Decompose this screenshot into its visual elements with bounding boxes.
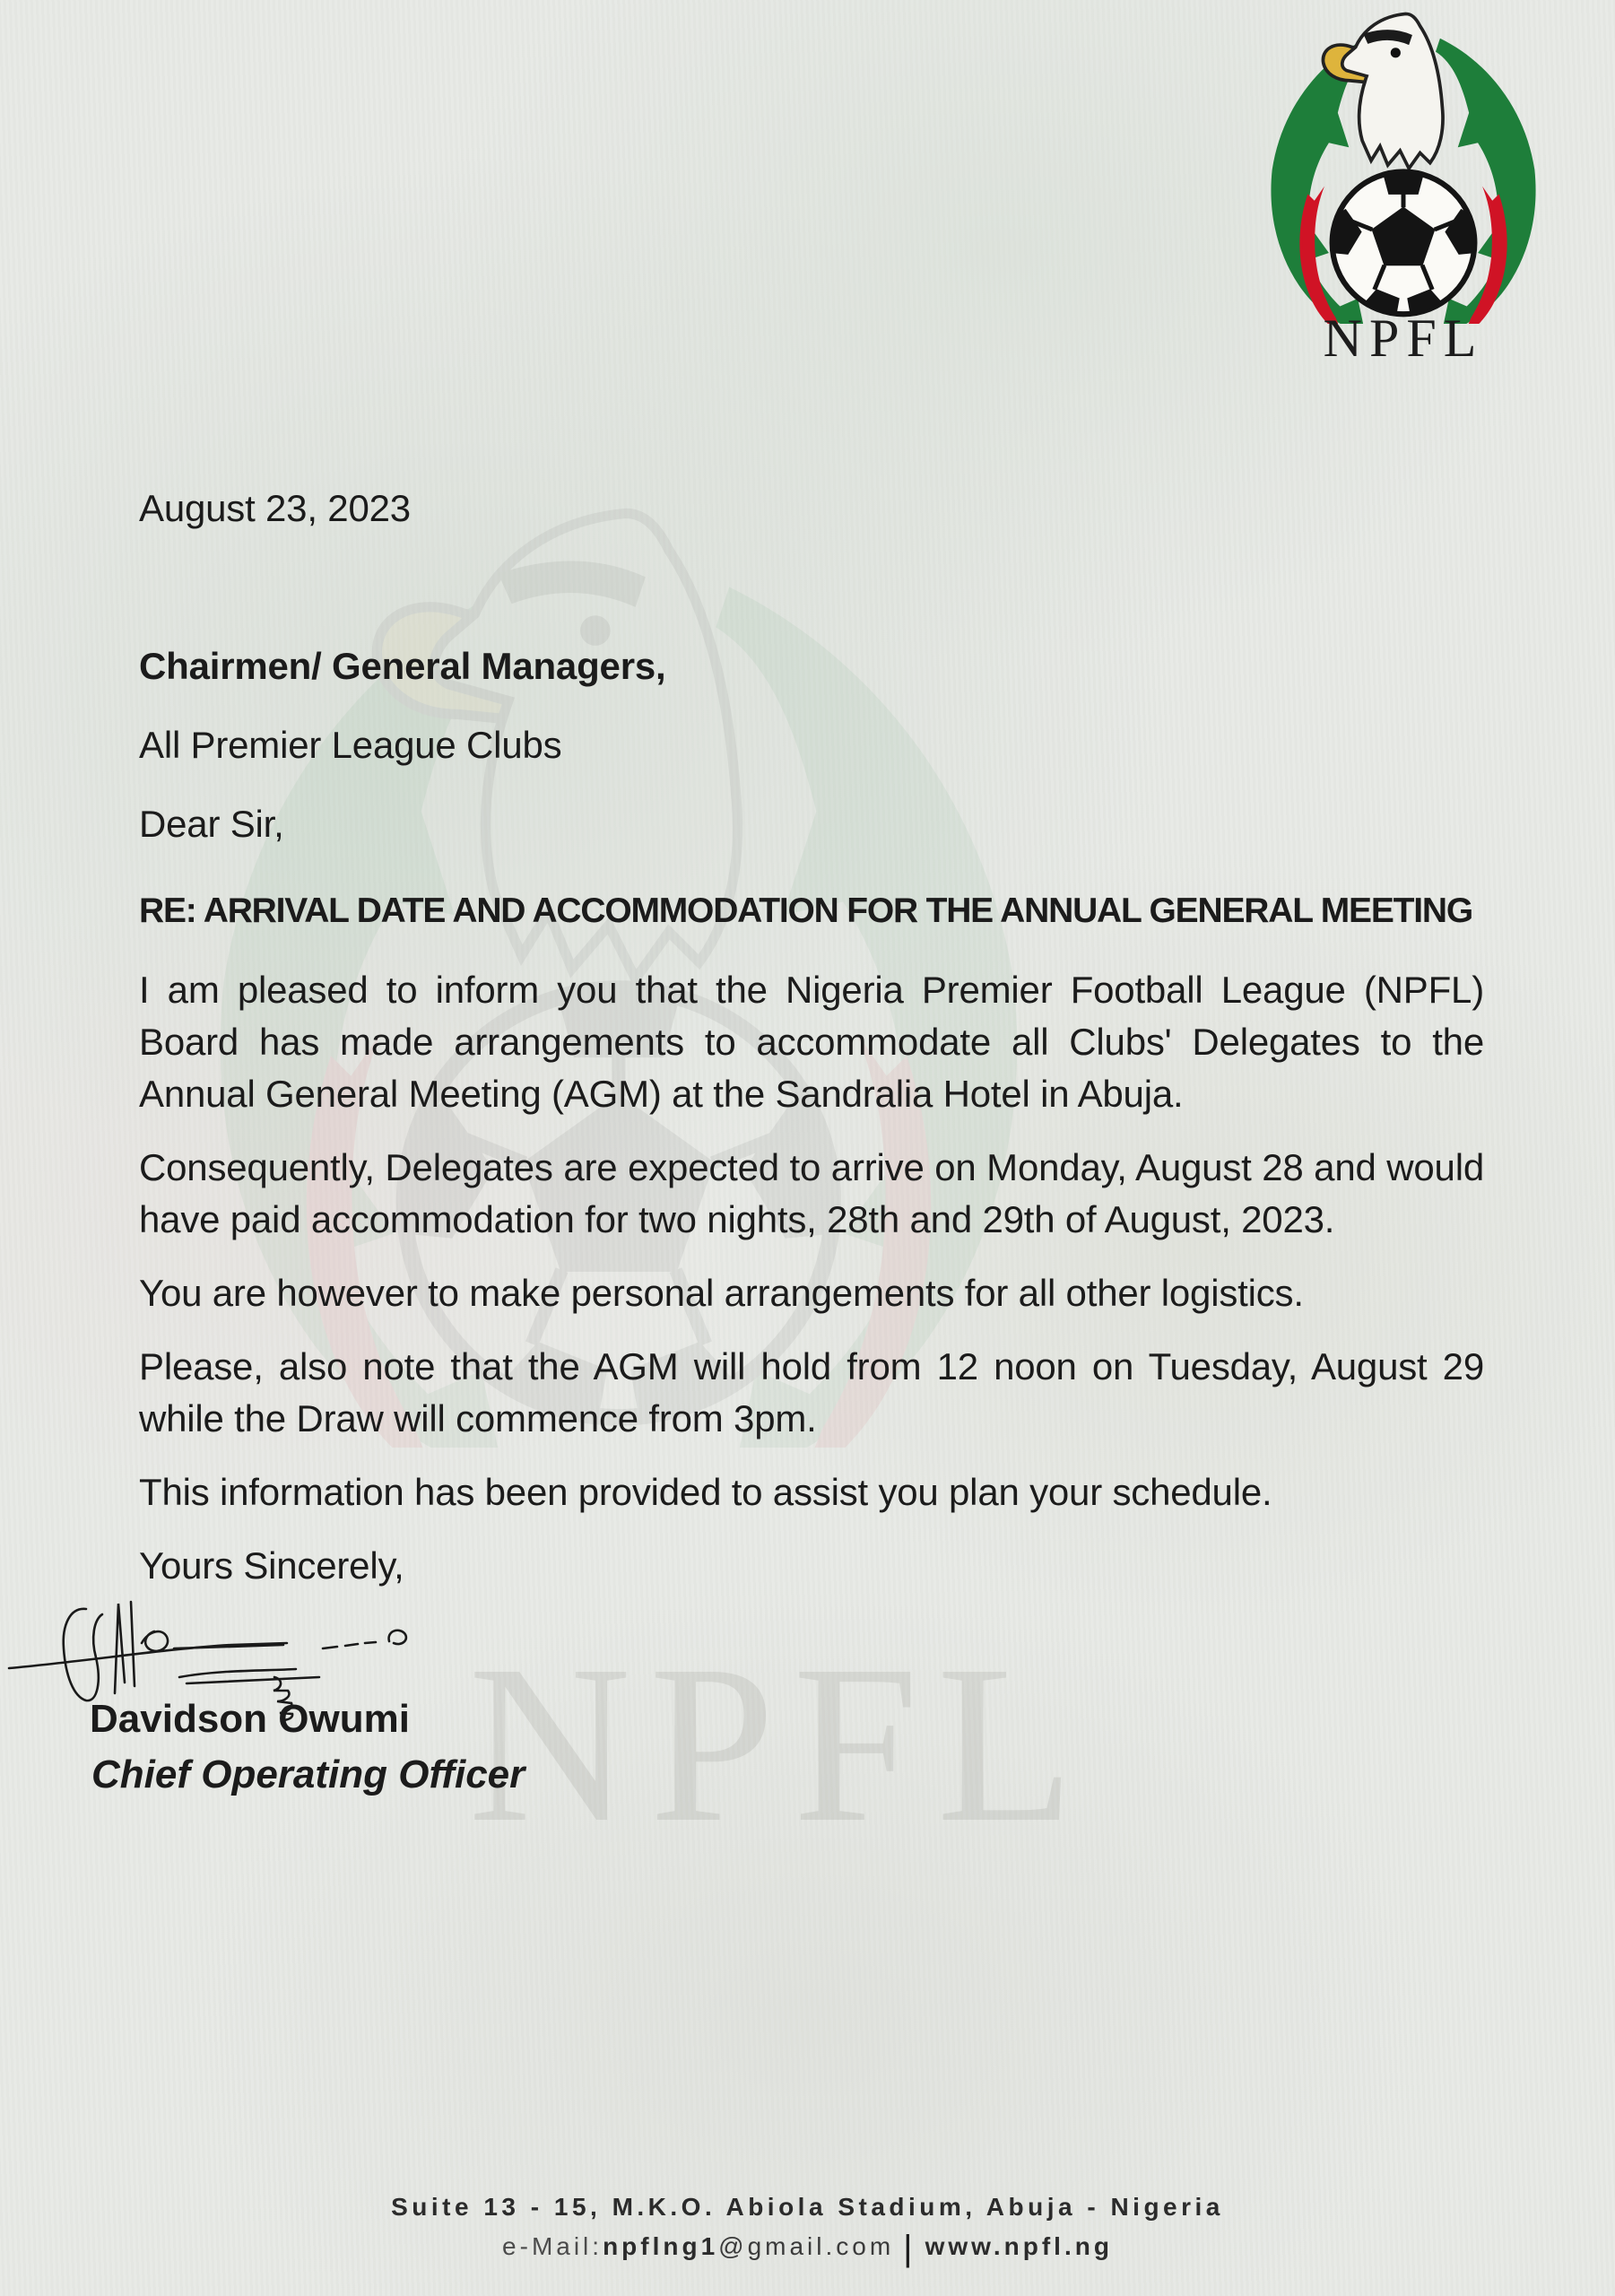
npfl-logo — [1237, 7, 1570, 370]
footer-email-user: npflng1 — [603, 2232, 719, 2260]
body-paragraph: Please, also note that the AGM will hold from 12 noon on Tuesday, August 29 while the Draw will commence from 3pm. — [139, 1345, 1484, 1439]
signatory-title: Chief Operating Officer — [91, 1752, 525, 1796]
subject-line: RE: ARRIVAL DATE AND ACCOMMODATION FOR THE ANNUAL GENERAL MEETING — [139, 891, 1473, 930]
body-paragraph: This information has been provided to assist you plan your schedule. — [139, 1471, 1272, 1513]
footer-address: Suite 13 - 15, M.K.O. Abiola Stadium, Abuja - Nigeria — [391, 2193, 1224, 2221]
footer-email-label: e-Mail: — [502, 2232, 603, 2260]
logo-org-abbr: NPFL — [1323, 309, 1484, 369]
body-paragraph: You are however to make personal arrangements for all other logistics. — [139, 1272, 1304, 1314]
letter-date: August 23, 2023 — [139, 487, 411, 529]
letter-content — [139, 483, 1484, 1592]
body-paragraph: Consequently, Delegates are expected to arrive on Monday, August 28 and would have paid accommodation for two nights, 28th and 29th of August, 2023. — [139, 1146, 1484, 1240]
recipient-line-2: All Premier League Clubs — [139, 724, 562, 766]
salutation: Dear Sir, — [139, 803, 284, 845]
npfl-crest-icon — [1237, 7, 1570, 324]
signatory-name: Davidson Owumi — [90, 1697, 410, 1741]
body-paragraph: I am pleased to inform you that the Nigeria Premier Football League (NPFL) Board has made arrangements to accommodate all Clubs' Delegates to the Annual General Meeting (AGM) at the Sandralia Hotel in Abuja. — [139, 969, 1484, 1115]
letterhead-footer — [0, 2193, 1615, 2269]
footer-website: www.npfl.ng — [925, 2232, 1113, 2260]
npfl-text-watermark: NPFL — [468, 1618, 1093, 1869]
footer-contacts — [0, 2229, 1615, 2269]
footer-divider: | — [903, 2229, 913, 2268]
footer-email-domain: @gmail.com — [718, 2232, 895, 2260]
recipient-line-1: Chairmen/ General Managers, — [139, 645, 666, 687]
closing: Yours Sincerely, — [139, 1544, 404, 1587]
